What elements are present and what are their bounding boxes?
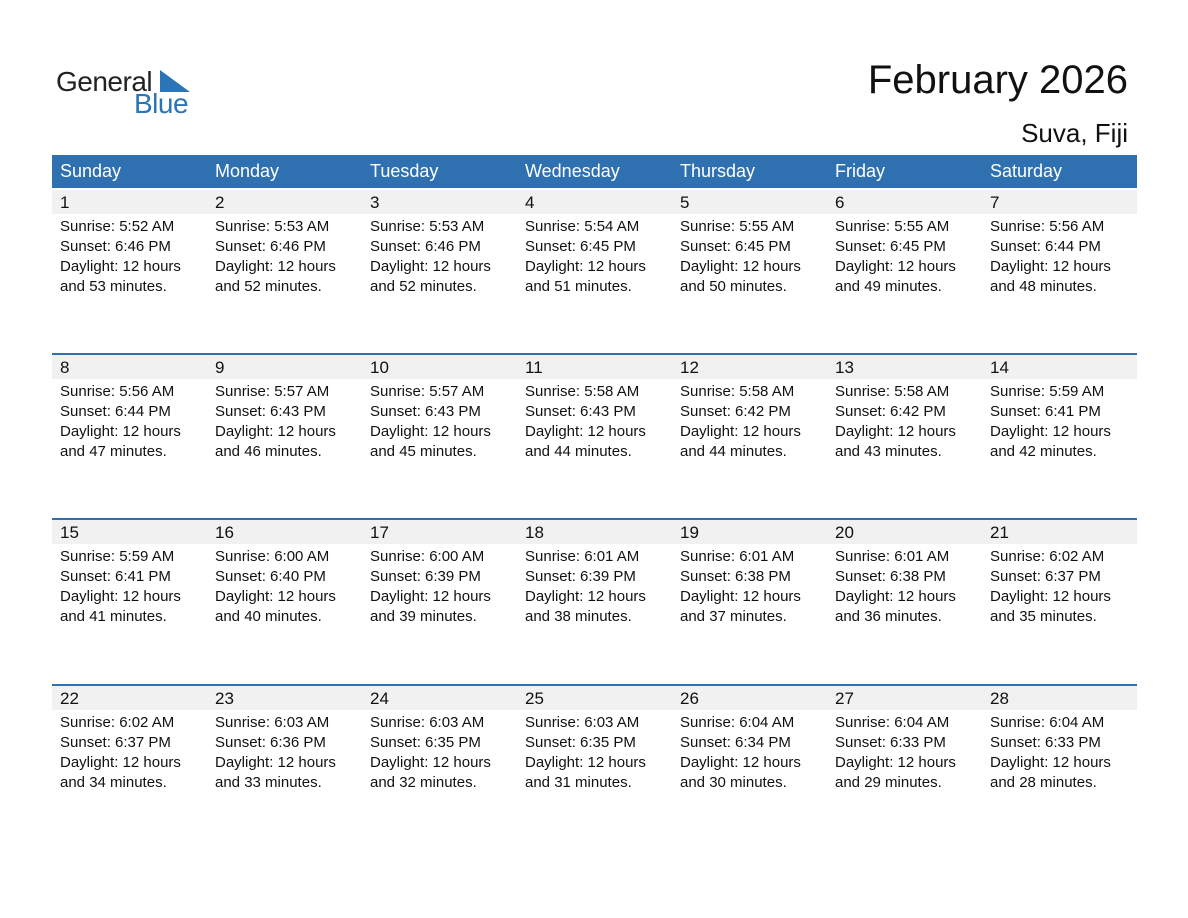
daylight-minutes: and 43 minutes. (835, 443, 942, 460)
weekday-wednesday: Wednesday (525, 161, 620, 181)
day-cell (827, 684, 982, 834)
day-cell (982, 518, 1137, 668)
day-number: 9 (215, 358, 225, 377)
calendar-week (52, 188, 1137, 338)
day-number: 21 (990, 523, 1009, 542)
day-number: 4 (525, 193, 535, 212)
sunset-time: Sunset: 6:35 PM (525, 734, 636, 751)
sunset-time: Sunset: 6:41 PM (60, 568, 171, 585)
daylight-minutes: and 47 minutes. (60, 443, 167, 460)
sunset-time: Sunset: 6:44 PM (60, 403, 171, 420)
calendar-week (52, 684, 1137, 834)
daylight-minutes: and 49 minutes. (835, 278, 942, 295)
day-cell (517, 353, 672, 503)
day-cell (982, 188, 1137, 338)
weekday-sunday: Sunday (60, 161, 122, 181)
sunrise-time: Sunrise: 5:58 AM (525, 383, 640, 400)
sunrise-time: Sunrise: 6:03 AM (525, 714, 640, 731)
day-cell (672, 684, 827, 834)
day-number: 24 (370, 689, 389, 708)
daylight-hours: Daylight: 12 hours (990, 258, 1111, 275)
day-cell (362, 188, 517, 338)
sunrise-time: Sunrise: 5:56 AM (60, 383, 175, 400)
day-number: 16 (215, 523, 234, 542)
day-number: 13 (835, 358, 854, 377)
day-cell (207, 353, 362, 503)
daylight-minutes: and 44 minutes. (525, 443, 632, 460)
sunset-time: Sunset: 6:45 PM (525, 238, 636, 255)
sunset-time: Sunset: 6:42 PM (835, 403, 946, 420)
day-number: 19 (680, 523, 699, 542)
sunrise-time: Sunrise: 5:59 AM (990, 383, 1105, 400)
day-cell (207, 684, 362, 834)
weekday-header (52, 155, 1137, 188)
daylight-hours: Daylight: 12 hours (525, 423, 646, 440)
daylight-hours: Daylight: 12 hours (525, 258, 646, 275)
day-cell (672, 188, 827, 338)
daylight-minutes: and 48 minutes. (990, 278, 1097, 295)
sunset-time: Sunset: 6:37 PM (60, 734, 171, 751)
daylight-hours: Daylight: 12 hours (370, 423, 491, 440)
sunrise-time: Sunrise: 6:03 AM (370, 714, 485, 731)
daylight-hours: Daylight: 12 hours (60, 588, 181, 605)
calendar-week (52, 353, 1137, 503)
daylight-hours: Daylight: 12 hours (835, 423, 956, 440)
daylight-hours: Daylight: 12 hours (215, 754, 336, 771)
day-number: 7 (990, 193, 1000, 212)
sunset-time: Sunset: 6:33 PM (990, 734, 1101, 751)
daylight-hours: Daylight: 12 hours (370, 754, 491, 771)
sunrise-time: Sunrise: 6:01 AM (835, 548, 950, 565)
day-number: 5 (680, 193, 690, 212)
daylight-minutes: and 37 minutes. (680, 608, 787, 625)
day-number: 8 (60, 358, 70, 377)
sunrise-time: Sunrise: 5:59 AM (60, 548, 175, 565)
day-cell (362, 353, 517, 503)
calendar-week (52, 518, 1137, 668)
day-cell (517, 684, 672, 834)
daylight-hours: Daylight: 12 hours (835, 754, 956, 771)
logo-text-blue: Blue (134, 88, 189, 119)
sunset-time: Sunset: 6:40 PM (215, 568, 326, 585)
daylight-hours: Daylight: 12 hours (990, 588, 1111, 605)
daylight-hours: Daylight: 12 hours (60, 423, 181, 440)
day-cell (672, 518, 827, 668)
location-label: Suva, Fiji (1021, 118, 1128, 148)
sunset-time: Sunset: 6:44 PM (990, 238, 1101, 255)
sunrise-time: Sunrise: 6:00 AM (215, 548, 330, 565)
daylight-hours: Daylight: 12 hours (60, 754, 181, 771)
daylight-minutes: and 53 minutes. (60, 278, 167, 295)
day-cell (827, 188, 982, 338)
weekday-tuesday: Tuesday (370, 161, 439, 181)
sunset-time: Sunset: 6:38 PM (835, 568, 946, 585)
sunset-time: Sunset: 6:36 PM (215, 734, 326, 751)
daylight-minutes: and 52 minutes. (215, 278, 322, 295)
day-cell (517, 518, 672, 668)
daylight-minutes: and 28 minutes. (990, 774, 1097, 791)
day-number: 1 (60, 193, 70, 212)
sunset-time: Sunset: 6:43 PM (525, 403, 636, 420)
daylight-hours: Daylight: 12 hours (370, 588, 491, 605)
daylight-hours: Daylight: 12 hours (680, 423, 801, 440)
daylight-minutes: and 30 minutes. (680, 774, 787, 791)
sunset-time: Sunset: 6:43 PM (215, 403, 326, 420)
brand-logo (56, 62, 206, 122)
sunrise-time: Sunrise: 5:54 AM (525, 218, 640, 235)
daylight-minutes: and 42 minutes. (990, 443, 1097, 460)
sunrise-time: Sunrise: 5:57 AM (215, 383, 330, 400)
daylight-hours: Daylight: 12 hours (680, 754, 801, 771)
sunset-time: Sunset: 6:46 PM (215, 238, 326, 255)
day-number: 11 (525, 358, 543, 377)
daylight-minutes: and 41 minutes. (60, 608, 167, 625)
day-number: 6 (835, 193, 845, 212)
sunset-time: Sunset: 6:45 PM (680, 238, 791, 255)
sunrise-time: Sunrise: 6:02 AM (60, 714, 175, 731)
day-number: 20 (835, 523, 854, 542)
daylight-minutes: and 52 minutes. (370, 278, 477, 295)
sunrise-time: Sunrise: 6:03 AM (215, 714, 330, 731)
day-cell (827, 353, 982, 503)
daylight-minutes: and 50 minutes. (680, 278, 787, 295)
daylight-hours: Daylight: 12 hours (370, 258, 491, 275)
daylight-hours: Daylight: 12 hours (835, 258, 956, 275)
sunrise-time: Sunrise: 6:01 AM (680, 548, 795, 565)
sunset-time: Sunset: 6:41 PM (990, 403, 1101, 420)
day-number: 23 (215, 689, 234, 708)
daylight-hours: Daylight: 12 hours (680, 258, 801, 275)
sunrise-time: Sunrise: 5:56 AM (990, 218, 1105, 235)
sunset-time: Sunset: 6:42 PM (680, 403, 791, 420)
day-cell (672, 353, 827, 503)
page-title: February 2026 (867, 58, 1128, 102)
sunrise-time: Sunrise: 6:04 AM (990, 714, 1105, 731)
sunset-time: Sunset: 6:43 PM (370, 403, 481, 420)
day-number: 18 (525, 523, 544, 542)
day-number: 12 (680, 358, 699, 377)
daylight-hours: Daylight: 12 hours (60, 258, 181, 275)
sunrise-time: Sunrise: 6:01 AM (525, 548, 640, 565)
daylight-hours: Daylight: 12 hours (835, 588, 956, 605)
day-cell (517, 188, 672, 338)
day-cell (362, 684, 517, 834)
daylight-hours: Daylight: 12 hours (525, 754, 646, 771)
daylight-minutes: and 38 minutes. (525, 608, 632, 625)
weekday-monday: Monday (215, 161, 280, 181)
sunset-time: Sunset: 6:39 PM (525, 568, 636, 585)
sunrise-time: Sunrise: 5:55 AM (680, 218, 795, 235)
day-cell (362, 518, 517, 668)
sunrise-time: Sunrise: 6:04 AM (680, 714, 795, 731)
day-cell (52, 188, 207, 338)
sunset-time: Sunset: 6:33 PM (835, 734, 946, 751)
weekday-friday: Friday (835, 161, 886, 181)
day-number: 15 (60, 523, 79, 542)
daylight-hours: Daylight: 12 hours (215, 423, 336, 440)
day-number: 14 (990, 358, 1009, 377)
day-number: 28 (990, 689, 1009, 708)
daylight-minutes: and 29 minutes. (835, 774, 942, 791)
day-cell (827, 518, 982, 668)
logo-text-general: General (56, 66, 153, 97)
daylight-hours: Daylight: 12 hours (990, 754, 1111, 771)
day-number: 25 (525, 689, 544, 708)
day-number: 17 (370, 523, 389, 542)
daylight-hours: Daylight: 12 hours (215, 588, 336, 605)
day-cell (52, 353, 207, 503)
sunrise-time: Sunrise: 5:58 AM (680, 383, 795, 400)
day-number: 26 (680, 689, 699, 708)
sunrise-time: Sunrise: 5:53 AM (370, 218, 485, 235)
sunset-time: Sunset: 6:37 PM (990, 568, 1101, 585)
sunrise-time: Sunrise: 6:04 AM (835, 714, 950, 731)
day-cell (52, 518, 207, 668)
day-cell (982, 353, 1137, 503)
day-cell (207, 188, 362, 338)
daylight-hours: Daylight: 12 hours (525, 588, 646, 605)
sunrise-time: Sunrise: 5:58 AM (835, 383, 950, 400)
sunrise-time: Sunrise: 6:02 AM (990, 548, 1105, 565)
day-cell (207, 518, 362, 668)
sunset-time: Sunset: 6:38 PM (680, 568, 791, 585)
sunrise-time: Sunrise: 6:00 AM (370, 548, 485, 565)
day-cell (52, 684, 207, 834)
day-number: 27 (835, 689, 854, 708)
sunrise-time: Sunrise: 5:53 AM (215, 218, 330, 235)
daylight-minutes: and 44 minutes. (680, 443, 787, 460)
weekday-saturday: Saturday (990, 161, 1063, 181)
sunset-time: Sunset: 6:45 PM (835, 238, 946, 255)
day-number: 10 (370, 358, 389, 377)
daylight-minutes: and 45 minutes. (370, 443, 477, 460)
daylight-minutes: and 51 minutes. (525, 278, 632, 295)
daylight-minutes: and 34 minutes. (60, 774, 167, 791)
sunrise-time: Sunrise: 5:52 AM (60, 218, 175, 235)
sunset-time: Sunset: 6:46 PM (60, 238, 171, 255)
sunset-time: Sunset: 6:39 PM (370, 568, 481, 585)
daylight-minutes: and 35 minutes. (990, 608, 1097, 625)
sunset-time: Sunset: 6:35 PM (370, 734, 481, 751)
daylight-minutes: and 36 minutes. (835, 608, 942, 625)
day-cell (982, 684, 1137, 834)
daylight-hours: Daylight: 12 hours (990, 423, 1111, 440)
daylight-minutes: and 46 minutes. (215, 443, 322, 460)
daylight-minutes: and 32 minutes. (370, 774, 477, 791)
weekday-thursday: Thursday (680, 161, 756, 181)
sunset-time: Sunset: 6:34 PM (680, 734, 791, 751)
daylight-hours: Daylight: 12 hours (215, 258, 336, 275)
sunrise-time: Sunrise: 5:55 AM (835, 218, 950, 235)
daylight-minutes: and 33 minutes. (215, 774, 322, 791)
day-number: 2 (215, 193, 225, 212)
daylight-minutes: and 31 minutes. (525, 774, 632, 791)
sunset-time: Sunset: 6:46 PM (370, 238, 481, 255)
daylight-hours: Daylight: 12 hours (680, 588, 801, 605)
day-number: 3 (370, 193, 380, 212)
sunrise-time: Sunrise: 5:57 AM (370, 383, 485, 400)
daylight-minutes: and 40 minutes. (215, 608, 322, 625)
daylight-minutes: and 39 minutes. (370, 608, 477, 625)
day-number: 22 (60, 689, 79, 708)
